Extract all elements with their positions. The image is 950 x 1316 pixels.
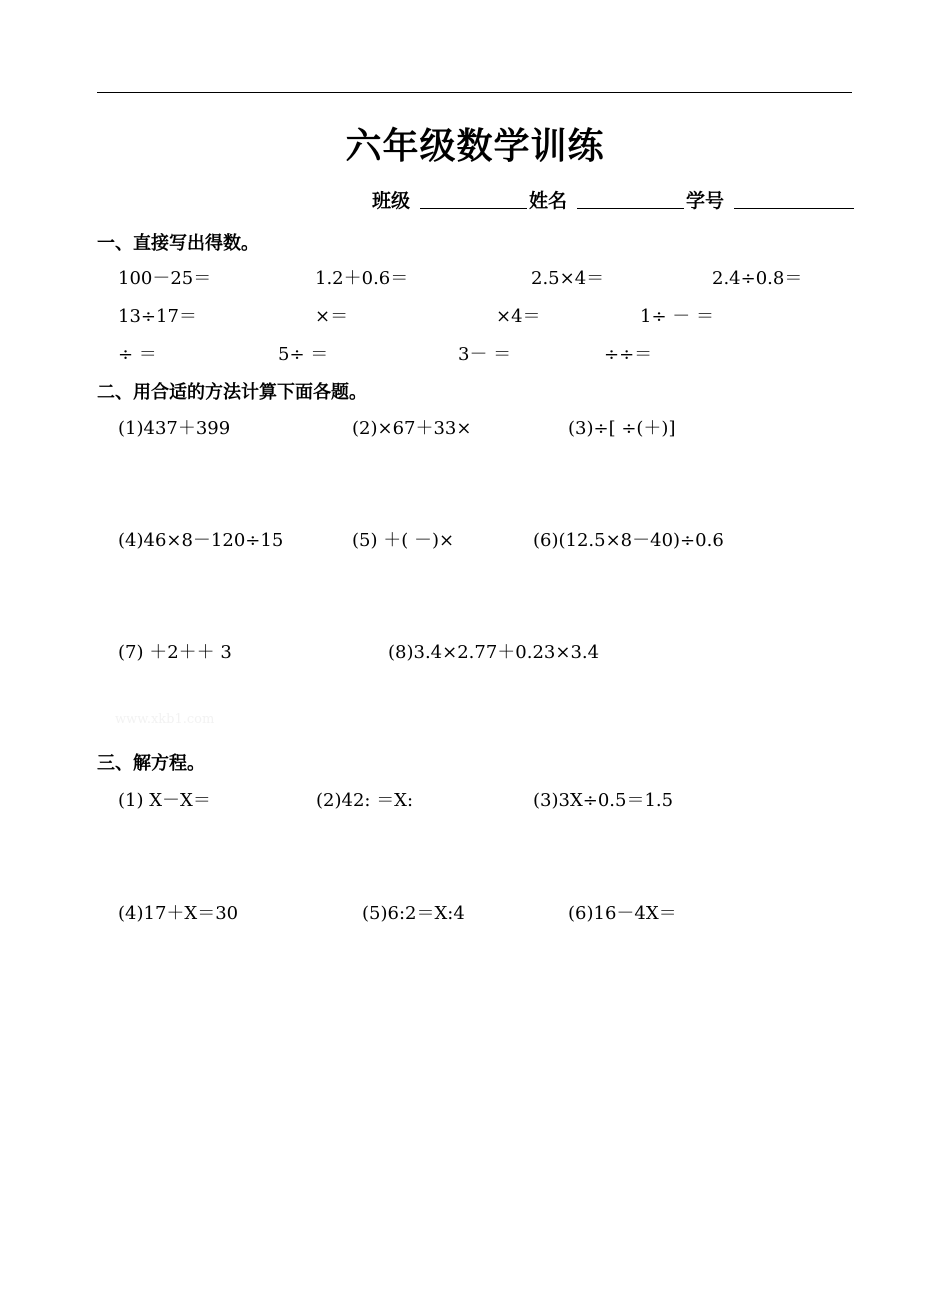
problem: 13÷17＝ [118,306,197,327]
problem: ÷ ＝ [118,344,157,365]
problem: (2)42: ＝X: [316,790,414,811]
problem: ×4＝ [496,306,541,327]
name-label: 姓名 [529,190,568,212]
problem: (5)6:2＝X:4 [362,903,465,924]
class-label: 班级 [372,190,411,212]
problem: (1) X－X＝ [118,790,211,811]
problem: ÷÷＝ [604,344,653,365]
id-label: 学号 [686,190,725,212]
problem: (4)17＋X＝30 [118,903,239,924]
problem: ×＝ [315,306,349,327]
problem: (3)÷[ ÷(＋)] [568,418,676,439]
section-1-heading: 一、直接写出得数。 [97,233,259,254]
problem: (2)×67＋33× [352,418,472,439]
section-3-heading: 三、解方程。 [97,753,205,774]
problem: (5) ＋( －)× [352,530,455,551]
problem: 2.4÷0.8＝ [712,268,803,289]
problem: 100－25＝ [118,268,212,289]
section-2-heading: 二、用合适的方法计算下面各题。 [97,382,367,403]
problem: 3－ ＝ [458,344,512,365]
problem: (6)16－4X＝ [568,903,677,924]
id-blank[interactable] [734,208,854,209]
problem: 1.2＋0.6＝ [315,268,409,289]
problem: 1÷ － ＝ [640,306,714,327]
top-rule [97,92,852,93]
problem: (1)437＋399 [118,418,231,439]
problem: (6)(12.5×8－40)÷0.6 [533,530,724,551]
problem: (7) ＋2＋＋ 3 [118,642,232,663]
problem: (8)3.4×2.77＋0.23×3.4 [388,642,600,663]
problem: (3)3X÷0.5＝1.5 [533,790,674,811]
problem: 2.5×4＝ [531,268,605,289]
problem: 5÷ ＝ [278,344,329,365]
class-blank[interactable] [420,208,527,209]
page-title: 六年级数学训练 [345,126,605,167]
problem: (4)46×8－120÷15 [118,530,284,551]
name-blank[interactable] [577,208,684,209]
watermark: www.xkb1.com [115,712,215,727]
